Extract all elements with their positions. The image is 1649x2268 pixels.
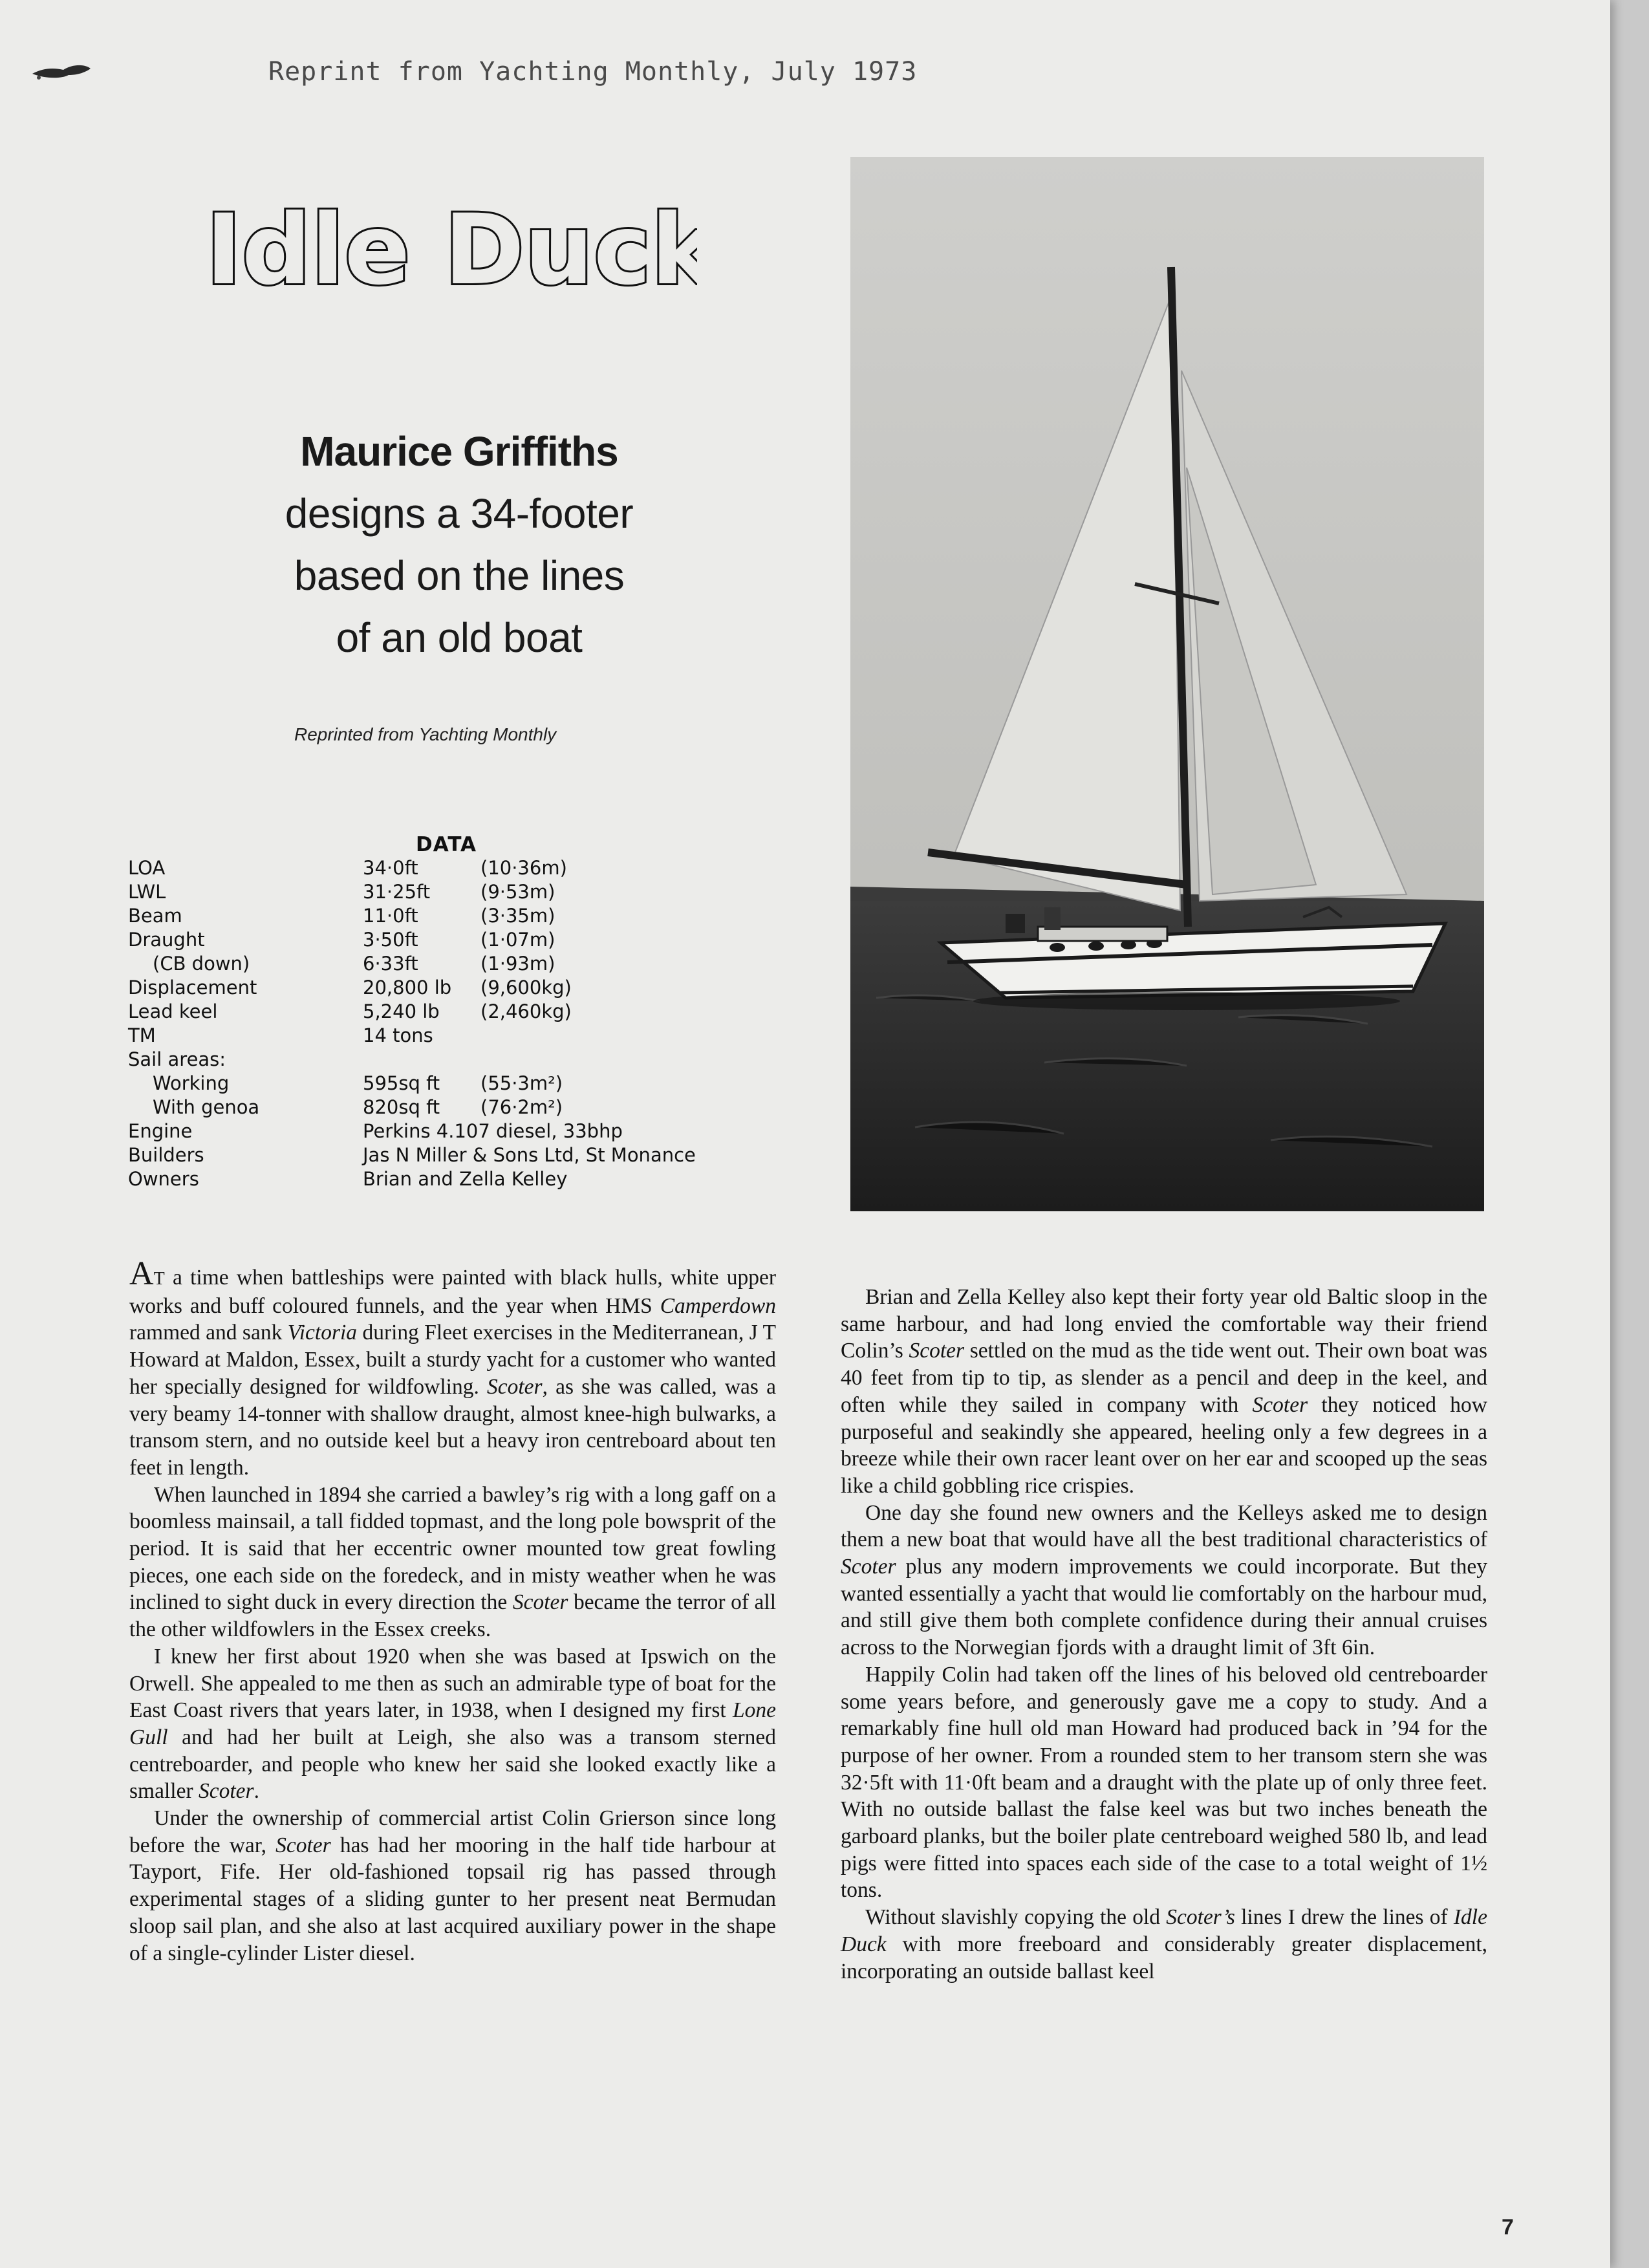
subtitle-line: of an old boat (336, 614, 583, 661)
data-value: 3·50ft (363, 929, 418, 951)
paragraph: When launched in 1894 she carried a bawley’s rig with a long gaff on a boomless mainsail, a tall fidded topmast, and the long pole bowsprit of the period. It is said that her eccentric owner mounted tow great fowling pieces, one each side on the foredeck, and in misty weather when he was inclined to sight duck in every direction the Scoter became the terror of all the other wildfowlers in the Essex creeks. (129, 1482, 776, 1642)
data-value: Brian and Zella Kelley (363, 1168, 568, 1190)
data-value: 14 tons (363, 1024, 433, 1046)
article-title-text: Idle Duck (206, 206, 697, 296)
data-metric: (9·53m) (480, 881, 555, 903)
reprint-header: Reprint from Yachting Monthly, July 1973 (268, 57, 918, 87)
article-title (206, 206, 697, 296)
data-heading: DATA (416, 833, 477, 856)
yacht-photo (850, 157, 1484, 1211)
data-value: 5,240 lb (363, 1000, 440, 1022)
data-label: LWL (128, 881, 166, 903)
paragraph: Under the ownership of commercial artist Colin Grierson since long before the war, Scoter has had her mooring in the half tide harbour at Tayport, Fife. Her old-fashioned topsail rig has passed through experimental stages of a sliding gunter to her present neat Bermudan sloop sail plan, and she also at last acquired auxiliary power in the shape of a single-cylinder Lister diesel. (129, 1806, 776, 1965)
ink-smudge (26, 52, 97, 91)
data-value: Perkins 4.107 diesel, 33bhp (363, 1120, 623, 1142)
author-name: Maurice Griffiths (300, 428, 618, 475)
data-metric: (55·3m²) (480, 1072, 563, 1094)
data-value: 31·25ft (363, 881, 431, 903)
crew-figure (1044, 907, 1061, 930)
drop-cap: A (129, 1255, 154, 1292)
subtitle-line: designs a 34-footer (285, 490, 634, 537)
article-column-left (129, 1255, 776, 1967)
data-value: 11·0ft (363, 905, 418, 927)
data-metric: (1·93m) (480, 953, 555, 975)
paragraph: I knew her first about 1920 when she was based at Ipswich on the Orwell. She appealed to me then as such an admirable type of boat for the East Coast rivers that years later, in 1938, when I designed my first Lone Gull and had her built at Leigh, she also was a transom sterned centreboarder, and people who knew her said she looked exactly like a smaller Scoter. (129, 1644, 776, 1804)
page-number: 7 (1502, 2215, 1514, 2240)
data-metric: (1·07m) (480, 929, 555, 951)
data-metric: (3·35m) (480, 905, 555, 927)
data-label: Engine (128, 1120, 193, 1142)
data-metric: (9,600kg) (480, 977, 572, 999)
reprint-note: Reprinted from Yachting Monthly (294, 724, 557, 744)
data-label: Draught (128, 929, 205, 951)
data-label: With genoa (153, 1096, 260, 1118)
data-label: Working (153, 1072, 230, 1094)
subtitle-block (233, 420, 685, 669)
hull-reflection (973, 992, 1400, 1010)
paragraph: Happily Colin had taken off the lines of his beloved old centreboarder some years before, and generously gave me a copy to study. And a remarkably fine hull old man Howard had produced back in ’94 for the purpose of her owner. From a rounded stem to her transom stern she was 32·5ft with 11·0ft beam and a draught with the plate up of only three feet. With no outside ballast the false keel was but two inches beneath the garboard planks, but the boiler plate centreboard weighed 580 lb, and lead pigs were fitted into spaces each side of the case to a total weight of 1½ tons. (841, 1662, 1487, 1903)
data-label: TM (128, 1024, 156, 1046)
data-label: Lead keel (128, 1000, 218, 1022)
data-value: Jas N Miller & Sons Ltd, St Monance (363, 1144, 696, 1166)
article-column-right (841, 1284, 1487, 1985)
data-metric: (2,460kg) (480, 1000, 572, 1022)
data-value: 595sq ft (363, 1072, 440, 1094)
data-label: Builders (128, 1144, 204, 1166)
paragraph: Brian and Zella Kelley also kept their forty year old Baltic sloop in the same harbour, and had long envied the comfortable way their friend Colin’s Scoter settled on the mud as the tide went out. Their own boat was 40 feet from tip to tip, as slender as a pencil and deep in the keel, and often while they sailed in company with Scoter they noticed how purposeful and seakindly she appeared, heeling only a few degrees in a breeze while their own racer leant over on her ear and scooped up the seas like a child gobbling rice crispies. (841, 1285, 1487, 1498)
data-label: Owners (128, 1168, 199, 1190)
data-value: 820sq ft (363, 1096, 440, 1118)
data-label: Displacement (128, 977, 257, 999)
data-label: Beam (128, 905, 182, 927)
data-label: Sail areas: (128, 1048, 226, 1070)
crew-figure (1006, 914, 1025, 933)
paragraph: Without slavishly copying the old Scoter’s lines I drew the lines of Idle Duck with more freeboard and considerably greater displacement, incorporating an outside ballast keel (841, 1905, 1487, 1983)
data-metric: (10·36m) (480, 857, 567, 879)
subtitle-line: based on the lines (294, 552, 625, 599)
data-value: 34·0ft (363, 857, 418, 879)
data-value: 20,800 lb (363, 977, 452, 999)
data-label: LOA (128, 857, 166, 879)
paragraph: One day she found new owners and the Kelleys asked me to design them a new boat that would have all the best traditional characteristics of Scoter plus any modern improvements we could incorporate. But they wanted essentially a yacht that would lie comfortably on the harbour mud, and still give them both complete confidence during their annual cruises across to the Norwegian fjords with a draught limit of 3ft 6in. (841, 1500, 1487, 1660)
data-label: (CB down) (153, 953, 250, 975)
data-metric: (76·2m²) (480, 1096, 563, 1118)
data-value: 6·33ft (363, 953, 418, 975)
paragraph: AT a time when battleships were painted with black hulls, white upper works and buff coloured funnels, and the year when HMS Camperdown rammed and sank Victoria during Fleet exercises in the Mediterranean, J T Howard at Maldon, Essex, built a sturdy yacht for a customer who wanted her specially designed for wildfowling. Scoter, as she was called, was a very beamy 14-tonner with shallow draught, almost knee-high bulwarks, a transom stern, and no outside keel but a heavy iron centreboard about ten feet in length. (129, 1255, 776, 1480)
